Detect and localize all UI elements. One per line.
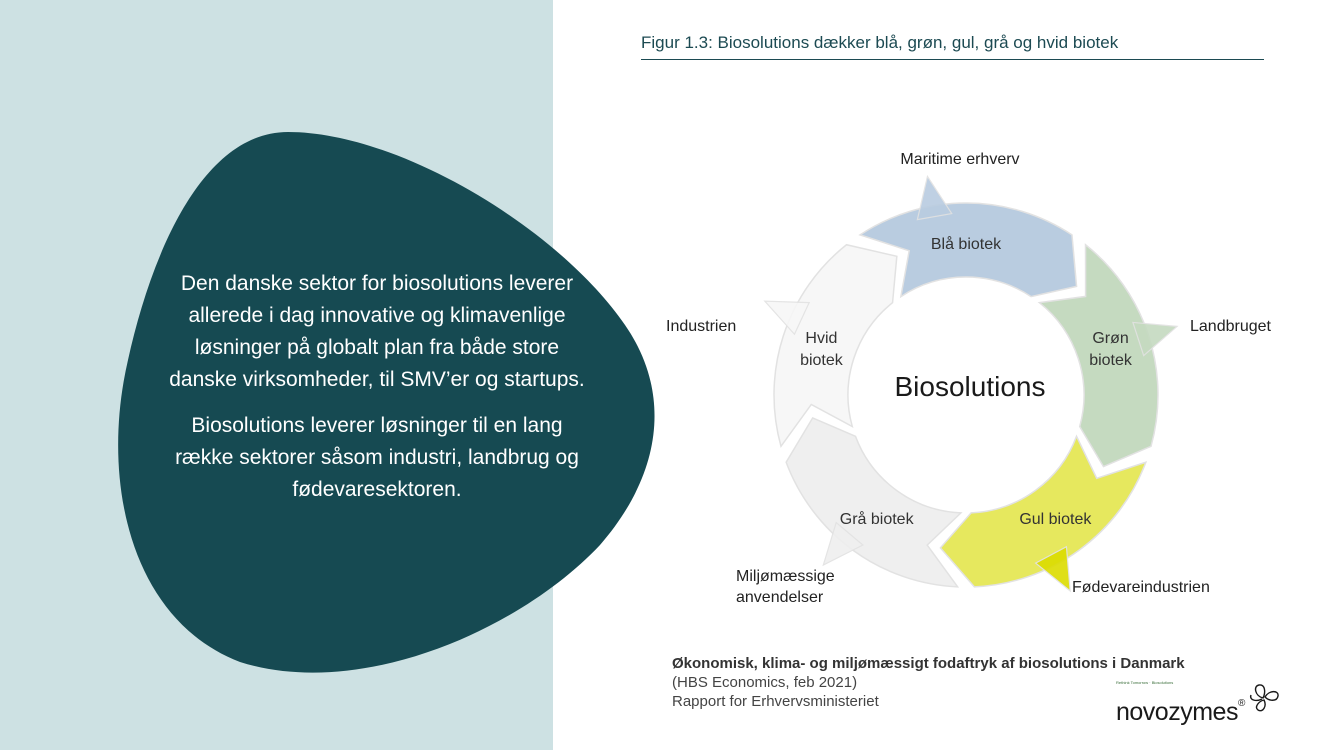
sector-label: Maritime erhverv [900,151,1020,168]
sector-label: Miljømæssige [736,568,835,585]
source-publisher: (HBS Economics, feb 2021) [672,674,858,691]
sector-label: Industrien [666,318,737,335]
logo-registered-mark: ® [1237,698,1245,709]
figure-title: Figur 1.3: Biosolutions dækker blå, grøn, gul, grå og hvid biotek [641,33,1264,60]
segment-label: Grøn [1092,330,1129,348]
segment-label: Gul biotek [1019,510,1092,528]
intro-paragraph-2: Biosolutions leverer løsninger til en lang række sektorer såsom industri, landbrug og fødevaresektoren. [175,414,579,501]
sector-label: Landbruget [1190,318,1271,335]
logo-tagline: Rethink Tomorrow · Biosolutions [1116,680,1174,685]
cycle-segment [786,418,961,587]
sector-arrow [917,176,951,219]
sector-label: Fødevareindustrien [1072,579,1210,596]
segment-label: biotek [1089,352,1132,370]
novozymes-leaf-icon [1245,682,1285,714]
source-title: Økonomisk, klima- og miljømæssigt fodaftryk af biosolutions i Danmark [672,655,1185,672]
novozymes-logo [1116,698,1245,727]
intro-paragraph-1: Den danske sektor for biosolutions leverer allerede i dag innovative og klimavenlige løsninger på globalt plan fra både store danske virksomheder, til SMV’er og startups. [169,272,585,391]
sector-label: anvendelser [736,589,824,606]
segment-label: Hvid [805,330,838,348]
logo-wordmark: novozymes [1116,698,1238,726]
segment-label: Blå biotek [930,236,1002,253]
center-label: Biosolutions [894,371,1046,402]
segment-label: biotek [800,352,843,370]
segment-label: Grå biotek [839,510,914,528]
source-citation [672,654,1185,711]
source-report-for: Rapport for Erhvervsministeriet [672,693,879,710]
